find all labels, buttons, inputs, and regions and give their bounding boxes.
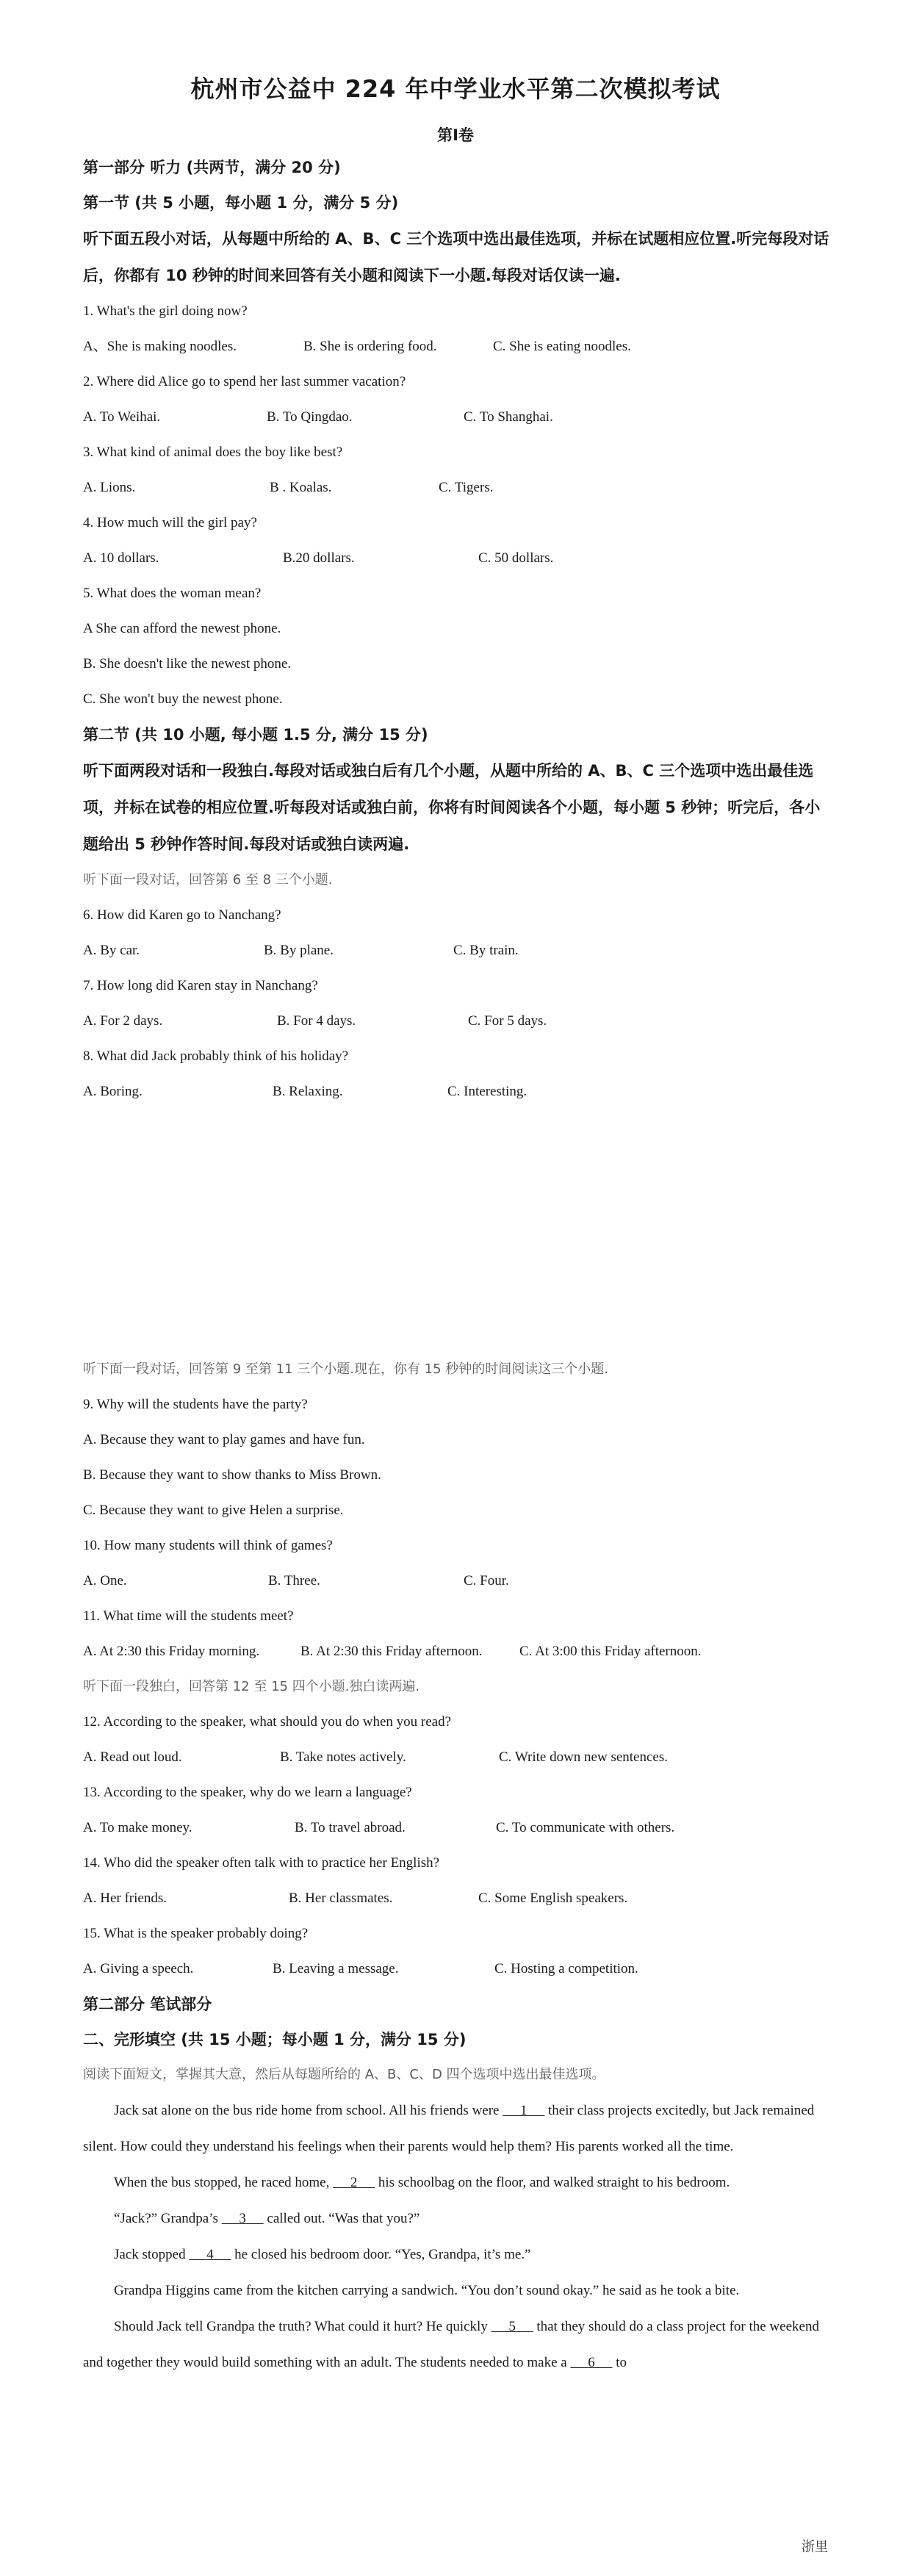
- option-c: C. Because they want to give Helen a surprise.: [83, 1503, 344, 1518]
- options-6: [83, 933, 832, 968]
- question-2: 2. Where did Alice go to spend her last summer vacation?: [83, 374, 406, 389]
- page-footer: 浙里: [802, 2539, 828, 2555]
- cloze-blank-6[interactable]: 6: [588, 2355, 595, 2370]
- option-c: C. At 3:00 this Friday afternoon.: [519, 1644, 702, 1659]
- cloze-paragraph-2: When the bus stopped, he raced home, 2 his schoolbag on the floor, and walked straight to his bedroom.: [83, 2165, 832, 2201]
- option-b: B. Leaving a message.: [273, 1961, 399, 1976]
- question-9: 9. Why will the students have the party?: [83, 1397, 308, 1412]
- section2-instructions: 听下面两段对话和一段独白.每段对话或独白后有几个小题，从题中所给的 A、B、C 三个选项中选出最佳选项，并标在试卷的相应位置.听每段对话或独白前，你将有时间阅读各个小题，每小题 5 秒钟；听完后，各小题给出 5 秒钟作答时间.每段对话或独白读两遍.: [83, 762, 821, 853]
- cloze-blank-4[interactable]: 4: [206, 2247, 214, 2262]
- option-c: C. Interesting.: [447, 1084, 527, 1099]
- question-3: 3. What kind of animal does the boy like best?: [83, 445, 343, 460]
- cloze-paragraph-4: Jack stopped 4 he closed his bedroom door. “Yes, Grandpa, it’s me.”: [83, 2237, 832, 2273]
- cloze-paragraph-1: Jack sat alone on the bus ride home from school. All his friends were 1 their class projects excitedly, but Jack remained silent. How could they understand his feelings when their parents would help them? His parents worked all the time.: [83, 2093, 832, 2165]
- option-a: A. One.: [83, 1573, 127, 1589]
- listening-part-continued: [83, 1352, 832, 2381]
- options-12: [83, 1740, 832, 1775]
- option-c: C. Four.: [464, 1573, 509, 1589]
- question-12: 12. According to the speaker, what should you do when you read?: [83, 1714, 452, 1730]
- option-a: A、She is making noodles.: [83, 339, 237, 354]
- option-a: A. 10 dollars.: [83, 550, 159, 566]
- question-4: 4. How much will the girl pay?: [83, 515, 257, 530]
- option-c: C. Tigers.: [439, 480, 494, 495]
- option-c: C. 50 dollars.: [478, 550, 554, 566]
- option-b: B. For 4 days.: [277, 1013, 356, 1029]
- option-c: C. For 5 days.: [468, 1013, 547, 1029]
- cloze-blank-5[interactable]: 5: [508, 2319, 516, 2334]
- options-8: [83, 1074, 832, 1109]
- option-b: B. Three.: [268, 1573, 320, 1589]
- exam-title: 杭州市公益中 224 年中学业水平第二次模拟考试: [190, 75, 721, 103]
- question-15: 15. What is the speaker probably doing?: [83, 1926, 309, 1941]
- options-3: [83, 470, 832, 506]
- option-b: B. At 2:30 this Friday afternoon.: [300, 1644, 483, 1659]
- cloze-blank-3[interactable]: 3: [239, 2211, 246, 2226]
- option-c: C. Some English speakers.: [478, 1890, 628, 1906]
- option-a: A. To Weihai.: [83, 409, 161, 425]
- option-b: B. Take notes actively.: [280, 1749, 406, 1765]
- question-5: 5. What does the woman mean?: [83, 586, 262, 601]
- cloze-paragraph-6: Should Jack tell Grandpa the truth? What could it hurt? He quickly 5 that they should do a class project for the weekend and together they would build something with an adult. The students needed to make a 6 to: [83, 2309, 832, 2381]
- question-1: 1. What's the girl doing now?: [83, 303, 248, 319]
- question-13: 13. According to the speaker, why do we learn a language?: [83, 1785, 412, 1800]
- listening-note-2: 听下面一段对话，回答第 9 至第 11 三个小题.现在，你有 15 秒钟的时间阅读这三个小题.: [83, 1361, 609, 1377]
- option-a: A She can afford the newest phone.: [83, 621, 281, 636]
- listening-note-1: 听下面一段对话，回答第 6 至 8 三个小题.: [83, 872, 333, 888]
- option-c: C. She won't buy the newest phone.: [83, 691, 283, 707]
- option-b: B. Because they want to show thanks to Miss Brown.: [83, 1467, 381, 1483]
- option-c: C. To Shanghai.: [464, 409, 553, 425]
- cloze-heading: 二、完形填空 (共 15 小题；每小题 1 分，满分 15 分): [83, 2031, 467, 2048]
- option-b: B. To Qingdao.: [267, 409, 353, 425]
- cloze-instructions: 阅读下面短文，掌握其大意，然后从每题所给的 A、B、C、D 四个选项中选出最佳选项。: [83, 2067, 605, 2082]
- question-14: 14. Who did the speaker often talk with to practice her English?: [83, 1855, 440, 1871]
- option-a: A. Lions.: [83, 480, 136, 495]
- options-7: [83, 1004, 832, 1039]
- option-a: A. Her friends.: [83, 1890, 167, 1906]
- question-7: 7. How long did Karen stay in Nanchang?: [83, 978, 318, 993]
- section1-heading: 第一节 (共 5 小题，每小题 1 分，满分 5 分): [83, 194, 399, 212]
- option-c: C. She is eating noodles.: [493, 339, 631, 354]
- options-10: [83, 1564, 832, 1599]
- options-1: [83, 329, 832, 364]
- options-4: [83, 541, 832, 576]
- section2-heading: 第二节 (共 10 小题, 每小题 1.5 分, 满分 15 分): [83, 726, 428, 744]
- option-c: C. To communicate with others.: [496, 1820, 675, 1835]
- options-2: [83, 400, 832, 435]
- option-a: A. Because they want to play games and have fun.: [83, 1432, 365, 1447]
- option-b: B. She is ordering food.: [303, 339, 437, 354]
- question-6: 6. How did Karen go to Nanchang?: [83, 907, 281, 923]
- question-11: 11. What time will the students meet?: [83, 1608, 294, 1624]
- option-b: B. By plane.: [264, 943, 334, 958]
- option-b: B. She doesn't like the newest phone.: [83, 656, 292, 672]
- options-11: [83, 1634, 832, 1669]
- option-c: C. Hosting a competition.: [494, 1961, 638, 1976]
- option-c: C. By train.: [453, 943, 519, 958]
- listening-note-3: 听下面一段独白，回答第 12 至 15 四个小题.独白读两遍.: [83, 1679, 420, 1694]
- section1-instructions: 听下面五段小对话，从每题中所给的 A、B、C 三个选项中选出最佳选项，并标在试题相应位置.听完每段对话后，你都有 10 秒钟的时间来回答有关小题和阅读下一小题.每段对话仅读一遍.: [83, 230, 829, 284]
- option-b: B. To travel abroad.: [295, 1820, 406, 1835]
- option-a: A. For 2 days.: [83, 1013, 163, 1029]
- option-a: A. At 2:30 this Friday morning.: [83, 1644, 260, 1659]
- option-b: B . Koalas.: [270, 480, 332, 495]
- option-b: B. Relaxing.: [273, 1084, 343, 1099]
- cloze-blank-1[interactable]: 1: [520, 2103, 527, 2118]
- cloze-blank-2[interactable]: 2: [350, 2175, 358, 2190]
- question-10: 10. How many students will think of games?: [83, 1538, 333, 1553]
- volume-label: 第Ⅰ卷: [437, 126, 474, 144]
- option-b: B. Her classmates.: [289, 1890, 393, 1906]
- cloze-paragraph-5: Grandpa Higgins came from the kitchen carrying a sandwich. “You don’t sound okay.” he said as he took a bite.: [114, 2283, 740, 2298]
- option-a: A. To make money.: [83, 1820, 192, 1835]
- part1-heading: 第一部分 听力 (共两节，满分 20 分): [83, 159, 341, 176]
- options-14: [83, 1881, 832, 1916]
- option-a: A. Giving a speech.: [83, 1961, 194, 1976]
- question-8: 8. What did Jack probably think of his holiday?: [83, 1048, 349, 1064]
- option-b: B.20 dollars.: [283, 550, 355, 566]
- options-13: [83, 1810, 832, 1846]
- option-a: A. By car.: [83, 943, 140, 958]
- listening-part: [83, 150, 832, 1109]
- option-c: C. Write down new sentences.: [499, 1749, 668, 1765]
- options-15: [83, 1951, 832, 1987]
- option-a: A. Boring.: [83, 1084, 143, 1099]
- option-a: A. Read out loud.: [83, 1749, 182, 1765]
- part2-heading: 第二部分 笔试部分: [83, 1996, 212, 2013]
- cloze-paragraph-3: “Jack?” Grandpa’s 3 called out. “Was that you?”: [83, 2201, 832, 2237]
